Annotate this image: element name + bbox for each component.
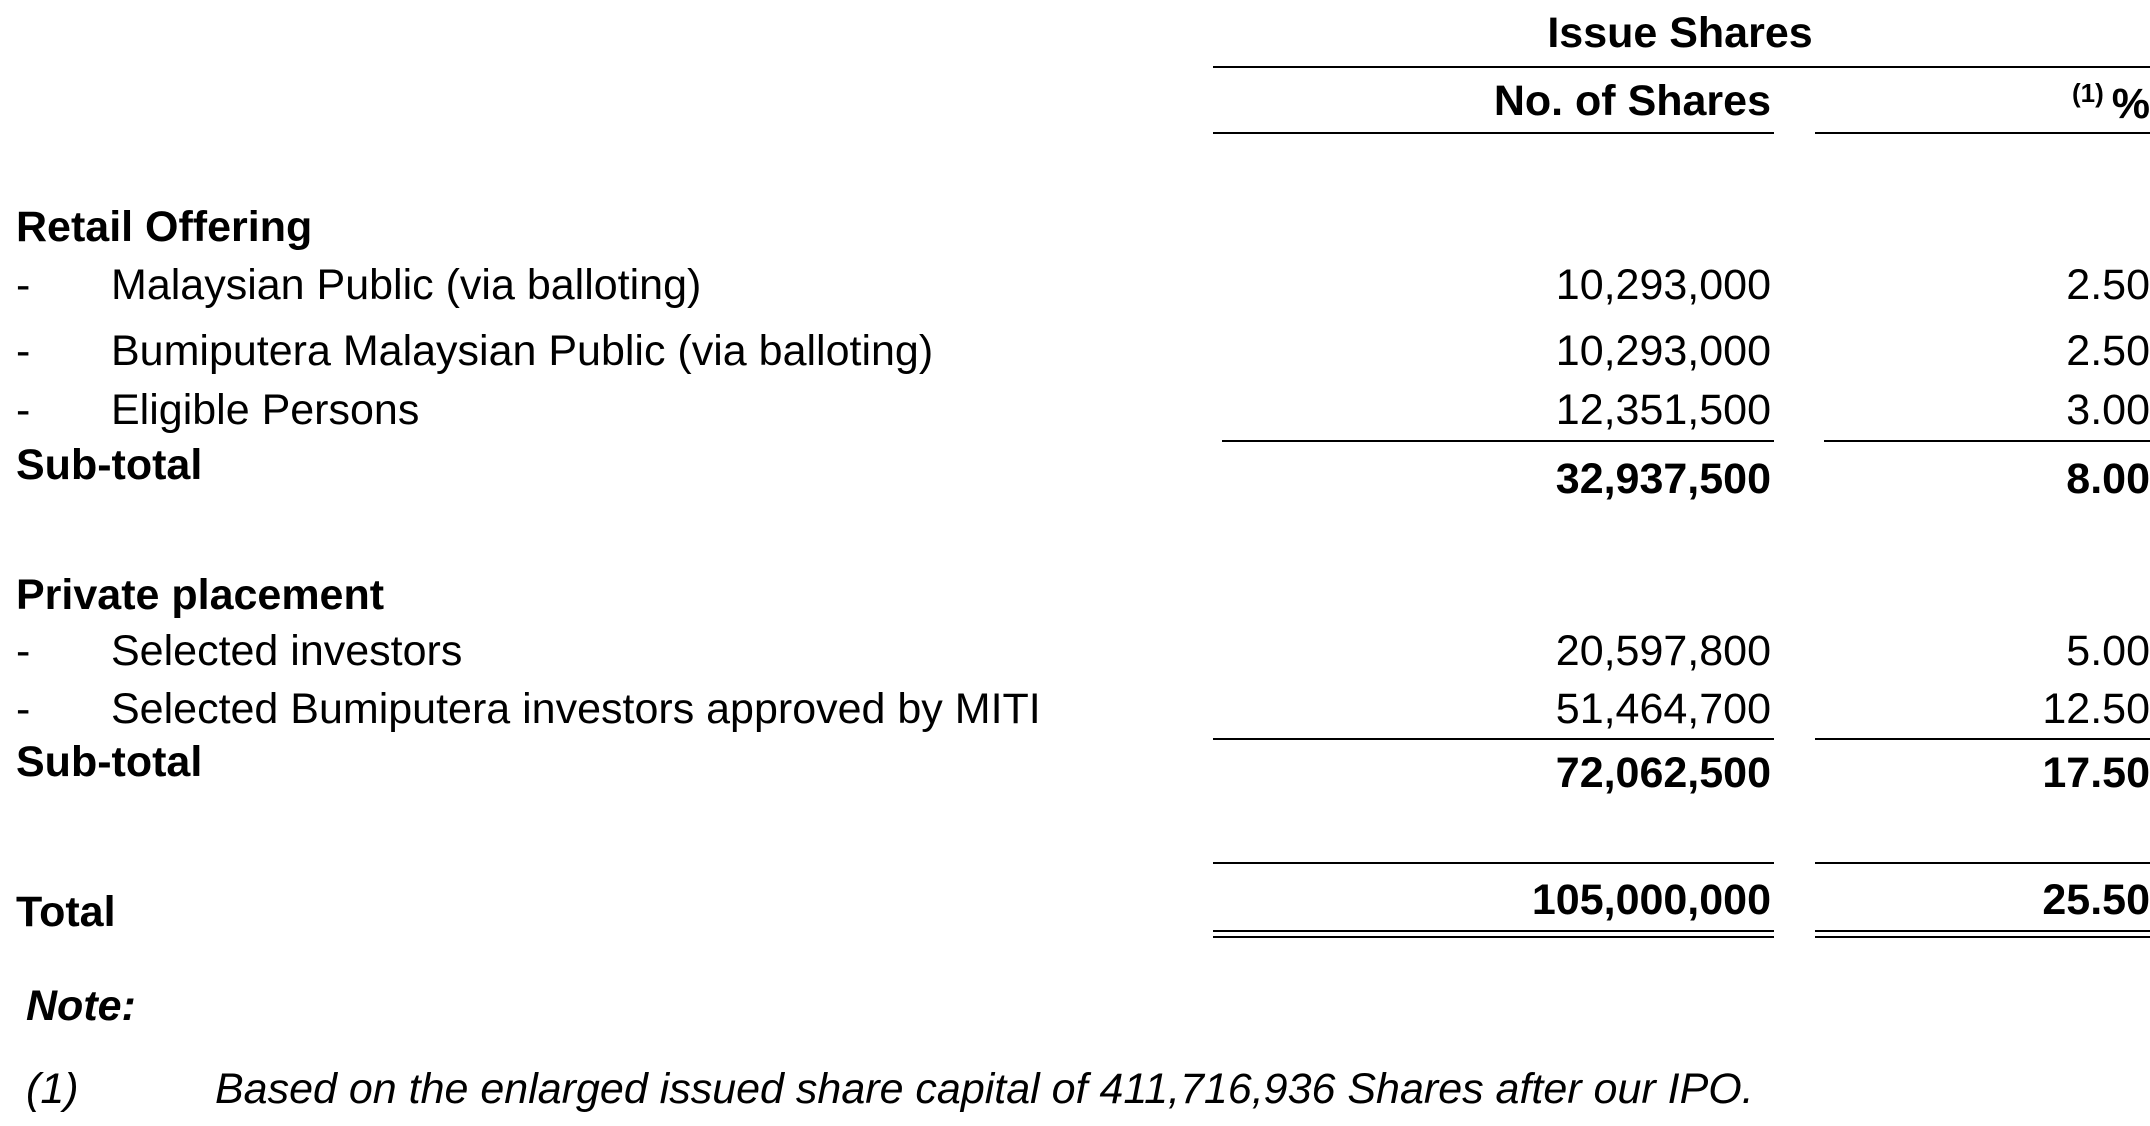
total-top-line-percent	[1815, 862, 2150, 864]
row-percent: 5.00	[2066, 627, 2150, 675]
note-title: Note:	[26, 982, 136, 1030]
total-shares: 105,000,000	[1531, 876, 1771, 924]
row-shares: 20,597,800	[1555, 627, 1771, 675]
row-label: Malaysian Public (via balloting)	[111, 261, 702, 309]
total-double-line-shares-2	[1213, 936, 1774, 938]
subtotal-shares: 72,062,500	[1555, 749, 1771, 797]
total-percent: 25.50	[2042, 876, 2150, 924]
group-title-underline	[1213, 66, 2150, 68]
row-label: Eligible Persons	[111, 386, 420, 434]
note-marker: (1)	[26, 1065, 79, 1113]
subtotal-label: Sub-total	[16, 738, 203, 786]
subtotal-shares: 32,937,500	[1555, 455, 1771, 503]
row-percent: 12.50	[2042, 685, 2150, 733]
subtotal-label: Sub-total	[16, 441, 203, 489]
row-label: Selected investors	[111, 627, 463, 675]
column-header-percent	[1850, 80, 2150, 126]
row-shares: 12,351,500	[1555, 386, 1771, 434]
total-double-line-percent-1	[1815, 930, 2150, 932]
row-percent: 2.50	[2066, 261, 2150, 309]
total-double-line-percent-2	[1815, 936, 2150, 938]
subtotal-line-shares	[1222, 440, 1774, 442]
section-title-private-placement: Private placement	[16, 571, 385, 619]
row-bullet: -	[16, 327, 31, 375]
percent-label: %	[2111, 80, 2150, 128]
row-percent: 2.50	[2066, 327, 2150, 375]
footnote-marker: (1)	[2071, 78, 2104, 108]
total-top-line-shares	[1213, 862, 1774, 864]
total-double-line-shares-1	[1213, 930, 1774, 932]
group-title: Issue Shares	[1547, 9, 1813, 57]
subtotal-line-percent	[1824, 440, 2150, 442]
row-bullet: -	[16, 386, 31, 434]
row-shares: 51,464,700	[1555, 685, 1771, 733]
row-shares: 10,293,000	[1555, 261, 1771, 309]
total-label: Total	[16, 888, 116, 936]
row-bullet: -	[16, 627, 31, 675]
row-bullet: -	[16, 685, 31, 733]
shares-header-underline	[1213, 132, 1774, 134]
row-label: Selected Bumiputera investors approved by MITI	[111, 685, 1041, 733]
row-bullet: -	[16, 261, 31, 309]
column-header-shares: No. of Shares	[1493, 77, 1771, 125]
note-text: Based on the enlarged issued share capital of 411,716,936 Shares after our IPO.	[215, 1065, 1754, 1113]
subtotal-percent: 8.00	[2066, 455, 2150, 503]
subtotal-line-percent	[1815, 738, 2150, 740]
row-shares: 10,293,000	[1555, 327, 1771, 375]
percent-header-underline	[1815, 132, 2150, 134]
section-title-retail-offering: Retail Offering	[16, 203, 313, 251]
row-percent: 3.00	[2066, 386, 2150, 434]
row-label: Bumiputera Malaysian Public (via balloting)	[111, 327, 934, 375]
subtotal-line-shares	[1213, 738, 1774, 740]
subtotal-percent: 17.50	[2042, 749, 2150, 797]
